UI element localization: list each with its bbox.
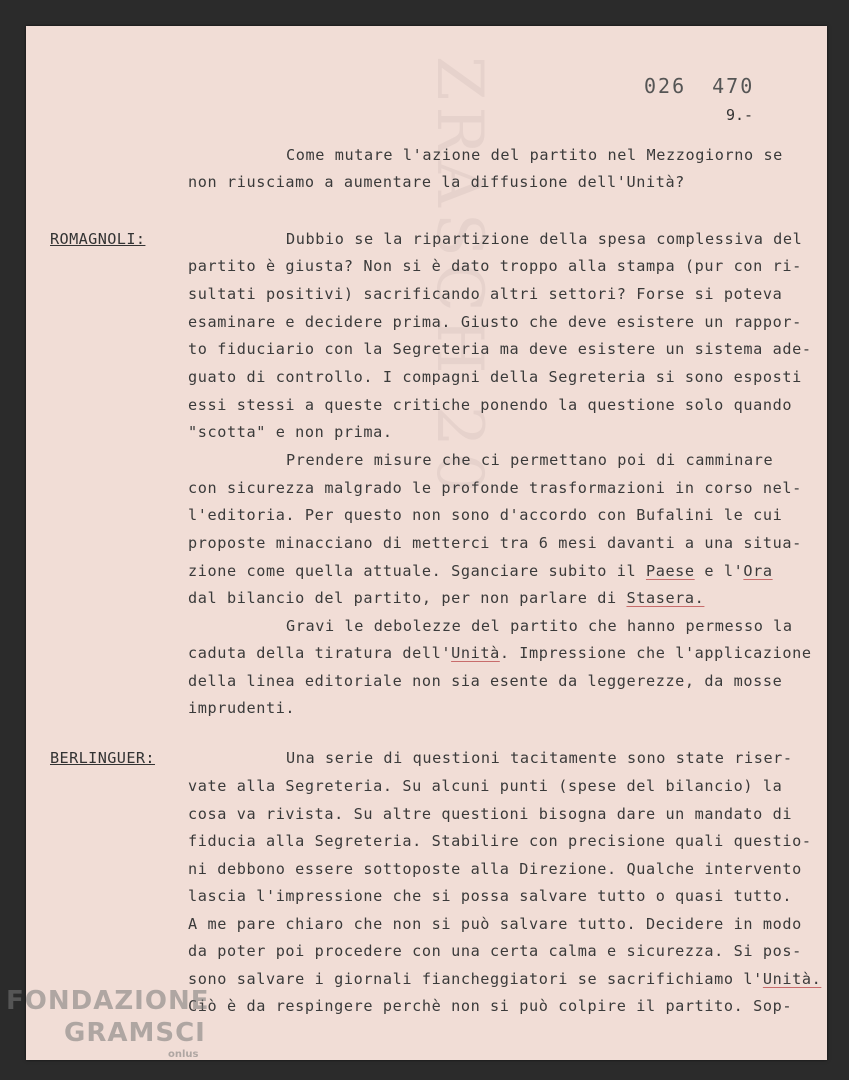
- text-line: to fiduciario con la Segreteria ma deve esistere un sistema ade-: [188, 340, 812, 358]
- text-line: sultati positivi) sacrificando altri settori? Forse si poteva: [188, 285, 783, 303]
- text-line: Ciò è da respingere perchè non si può colpire il partito. Sop-: [188, 997, 793, 1015]
- speaker-label-berlinguer: BERLINGUER:: [50, 749, 155, 767]
- text-line: proposte minacciano di metterci tra 6 mesi davanti a una situa-: [188, 534, 802, 552]
- text-line: da poter poi procedere con una certa calma e sicurezza. Si pos-: [188, 942, 802, 960]
- text-line: essi stessi a queste critiche ponendo la questione solo quando: [188, 396, 793, 414]
- text-line: partito è giusta? Non si è dato troppo alla stampa (pur con ri-: [188, 257, 802, 275]
- page-number: 9.-: [726, 106, 754, 124]
- underlined-title: Unità: [451, 644, 500, 662]
- underlined-title: Paese: [645, 562, 695, 580]
- text-line: fiducia alla Segreteria. Stabilire con precisione quali questio-: [188, 832, 812, 850]
- text-line: dal bilancio del partito, per non parlare di Stasera.: [188, 589, 705, 607]
- text-line: ni debbono essere sottoposte alla Direzione. Qualche intervento: [188, 860, 802, 878]
- text-line: della linea editoriale non sia esente da leggerezze, da mosse: [188, 672, 783, 690]
- text-line: Una serie di questioni tacitamente sono state riser-: [286, 749, 793, 767]
- text-line: "scotta" e non prima.: [188, 423, 393, 441]
- text-line: lascia l'impressione che si possa salvare tutto o quasi tutto.: [188, 887, 793, 905]
- text-line: Gravi le debolezze del partito che hanno permesso la: [286, 617, 793, 635]
- text-line: guato di controllo. I compagni della Segreteria si sono esposti: [188, 368, 802, 386]
- text-line: esaminare e decidere prima. Giusto che deve esistere un rappor-: [188, 313, 802, 331]
- fondazione-gramsci-watermark-logo: FONDAZIONE GRAMSCI onlus: [6, 986, 210, 1060]
- text-line: non riusciamo a aumentare la diffusione dell'Unità?: [188, 173, 685, 191]
- text-line: A me pare chiaro che non si può salvare tutto. Decidere in modo: [188, 915, 802, 933]
- text-line: con sicurezza malgrado le profonde trasformazioni in corso nel-: [188, 479, 802, 497]
- background-watermark: ZRASCH 20: [422, 56, 496, 500]
- underlined-title: Ora: [743, 562, 773, 580]
- text-line: cosa va rivista. Su altre questioni bisogna dare un mandato di: [188, 805, 793, 823]
- text-line: Dubbio se la ripartizione della spesa complessiva del: [286, 230, 803, 248]
- text-line: Prendere misure che ci permettano poi di camminare: [286, 451, 774, 469]
- text-line: vate alla Segreteria. Su alcuni punti (spese del bilancio) la: [188, 777, 783, 795]
- archive-number: 026 470: [644, 74, 755, 98]
- underlined-title: Stasera.: [626, 589, 705, 607]
- text-line: l'editoria. Per questo non sono d'accordo con Bufalini le cui: [188, 506, 783, 524]
- underlined-title: Unità.: [762, 970, 822, 988]
- text-line: sono salvare i giornali fiancheggiatori se sacrifichiamo l'Unità.: [188, 970, 822, 988]
- text-line: imprudenti.: [188, 699, 296, 717]
- text-line: zione come quella attuale. Sganciare subito il Paese e l'Ora: [188, 562, 773, 580]
- text-line: Come mutare l'azione del partito nel Mezzogiorno se: [286, 146, 783, 164]
- document-page: [26, 26, 827, 1060]
- text-line: caduta della tiratura dell'Unità. Impressione che l'applicazione: [188, 644, 812, 662]
- speaker-label-romagnoli: ROMAGNOLI:: [50, 230, 146, 248]
